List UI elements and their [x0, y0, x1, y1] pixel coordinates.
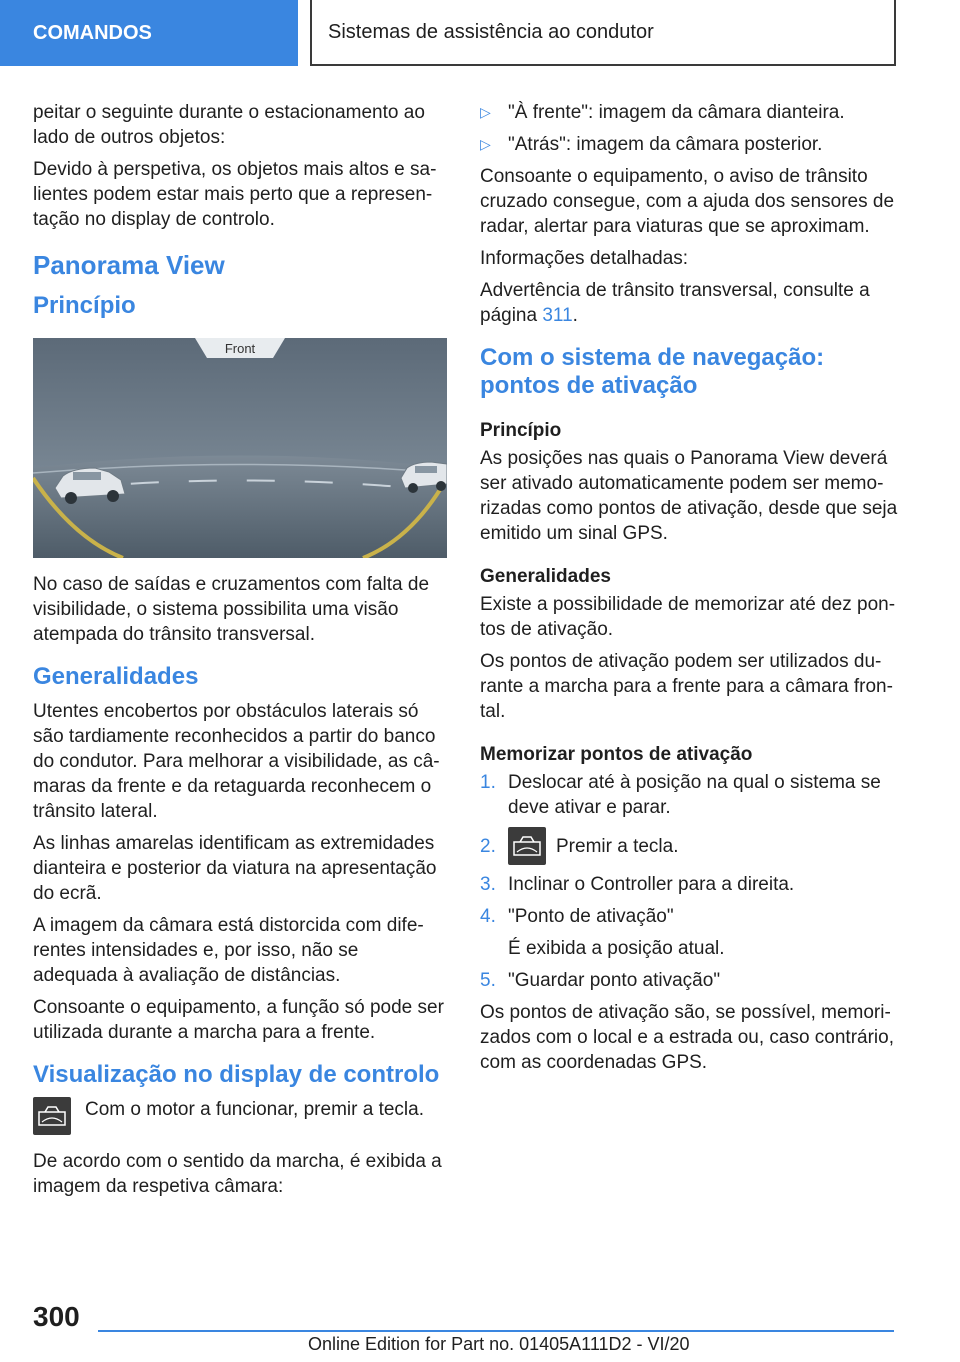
page-header [0, 0, 960, 66]
intro-paragraph-1: peitar o seguinte durante o estacionamento ao lado de outros objetos: [33, 102, 425, 148]
step-item [480, 770, 898, 820]
camera-button-instruction [33, 1097, 447, 1135]
step-number: 2. [480, 835, 496, 857]
right-column [480, 100, 898, 1082]
step-number: 1. [480, 772, 496, 793]
principio-text: No caso de saídas e cruzamentos com falta de visibilidade, o sistema possibilita uma visão atempada do trânsito transversal. [33, 574, 430, 645]
chapter-title: Sistemas de assistência ao condutor [310, 0, 896, 66]
step-subtext: É exibida a posição atual. [508, 938, 725, 959]
step-number: 5. [480, 970, 496, 991]
footer-divider [98, 1330, 894, 1332]
generalidades-paragraph-4: Consoante o equipamento, a função só pode ser utilizada durante a marcha para a frente. [33, 997, 444, 1043]
step-text: "Guardar ponto ativação" [508, 970, 721, 991]
step-text: Premir a tecla. [556, 835, 679, 857]
footer-edition: Online Edition for Part no. 01405A111D2 - VI/20 [308, 1334, 690, 1354]
reference-text: Advertência de trânsito transversal, consulte a página [480, 280, 870, 326]
list-item [480, 132, 898, 157]
step-item [480, 827, 898, 865]
left-column [33, 100, 447, 1206]
generalidades-right-paragraph-1: Existe a possibilidade de memorizar até dez pontos de ativação. [480, 594, 896, 640]
panorama-camera-image [33, 338, 447, 558]
generalidades-paragraph-1: Utentes encobertos por obstáculos laterais só são tardiamente reconhecidos a partir do banco do condutor. Para melhorar a visibilidade, as câmaras da frente e da retaguarda reconhecem o trânsito lateral. [33, 701, 440, 822]
list-item [480, 100, 898, 125]
heading-generalidades-right: Generalidades [480, 566, 611, 587]
heading-principio-right: Princípio [480, 420, 562, 441]
generalidades-paragraph-2: As linhas amarelas identificam as extremidades dianteira e posterior da viatura na apresentação do ecrã. [33, 833, 437, 904]
principio-right-text: As posições nas quais o Panorama View deverá ser ativado automaticamente podem ser memorizadas como pontos de ativação, desde que seja emitido um sinal GPS. [480, 448, 898, 544]
triangle-bullet-icon: ▷ [480, 136, 491, 152]
heading-principio: Princípio [33, 292, 136, 319]
camera-button-icon [508, 827, 546, 865]
cross-traffic-paragraph: Consoante o equipamento, o aviso de trânsito cruzado consegue, com a ajuda dos sensores de radar, alertar para viaturas que se aproximam. [480, 166, 895, 237]
page-number: 300 [33, 1301, 80, 1332]
generalidades-right-paragraph-2: Os pontos de ativação podem ser utilizados durante a marcha para a frente para a câmara frontal. [480, 651, 893, 722]
heading-panorama-view: Panorama View [33, 250, 225, 280]
step-number: 3. [480, 874, 496, 895]
step-item [480, 872, 898, 897]
heading-memorizar: Memorizar pontos de ativação [480, 744, 753, 765]
camera-button-text: Com o motor a funcionar, premir a tecla. [85, 1099, 424, 1120]
section-tab: COMANDOS [0, 0, 298, 66]
bullet-text: "Atrás": imagem da câmara posterior. [508, 134, 823, 155]
closing-paragraph: Os pontos de ativação são, se possível, memorizados com o local e a estrada ou, caso contrário, com as coordenadas GPS. [480, 1002, 895, 1073]
step-number: 4. [480, 906, 496, 927]
heading-navigation-activation-points: Com o sistema de navegação: pontos de ativação [480, 344, 825, 399]
page-reference-link[interactable]: 311 [542, 305, 573, 326]
info-paragraph: Informações detalhadas: [480, 248, 689, 269]
heading-visualizacao: Visualização no display de controlo [33, 1061, 440, 1088]
intro-paragraph-2: Devido à perspetiva, os objetos mais altos e salientes podem estar mais perto que a representação no display de controlo. [33, 159, 437, 230]
visualizacao-paragraph-2: De acordo com o sentido da marcha, é exibida a imagem da respetiva câmara: [33, 1151, 442, 1197]
step-item [480, 968, 898, 993]
step-item [480, 904, 898, 961]
reference-suffix: . [572, 305, 578, 326]
step-text: "Ponto de ativação" [508, 906, 674, 927]
bullet-text: "À frente": imagem da câmara dianteira. [508, 102, 845, 123]
step-text: Inclinar o Controller para a direita. [508, 874, 795, 895]
reference-paragraph [480, 278, 898, 328]
step-text: Deslocar até à posição na qual o sistema se deve ativar e parar. [508, 772, 881, 818]
camera-button-icon [33, 1097, 71, 1135]
figure-front-label: Front [224, 341, 256, 356]
heading-generalidades: Generalidades [33, 663, 199, 690]
generalidades-paragraph-3: A imagem da câmara está distorcida com diferentes intensidades e, por isso, não se adequada à avaliação de distâncias. [33, 915, 424, 986]
triangle-bullet-icon: ▷ [480, 104, 491, 120]
